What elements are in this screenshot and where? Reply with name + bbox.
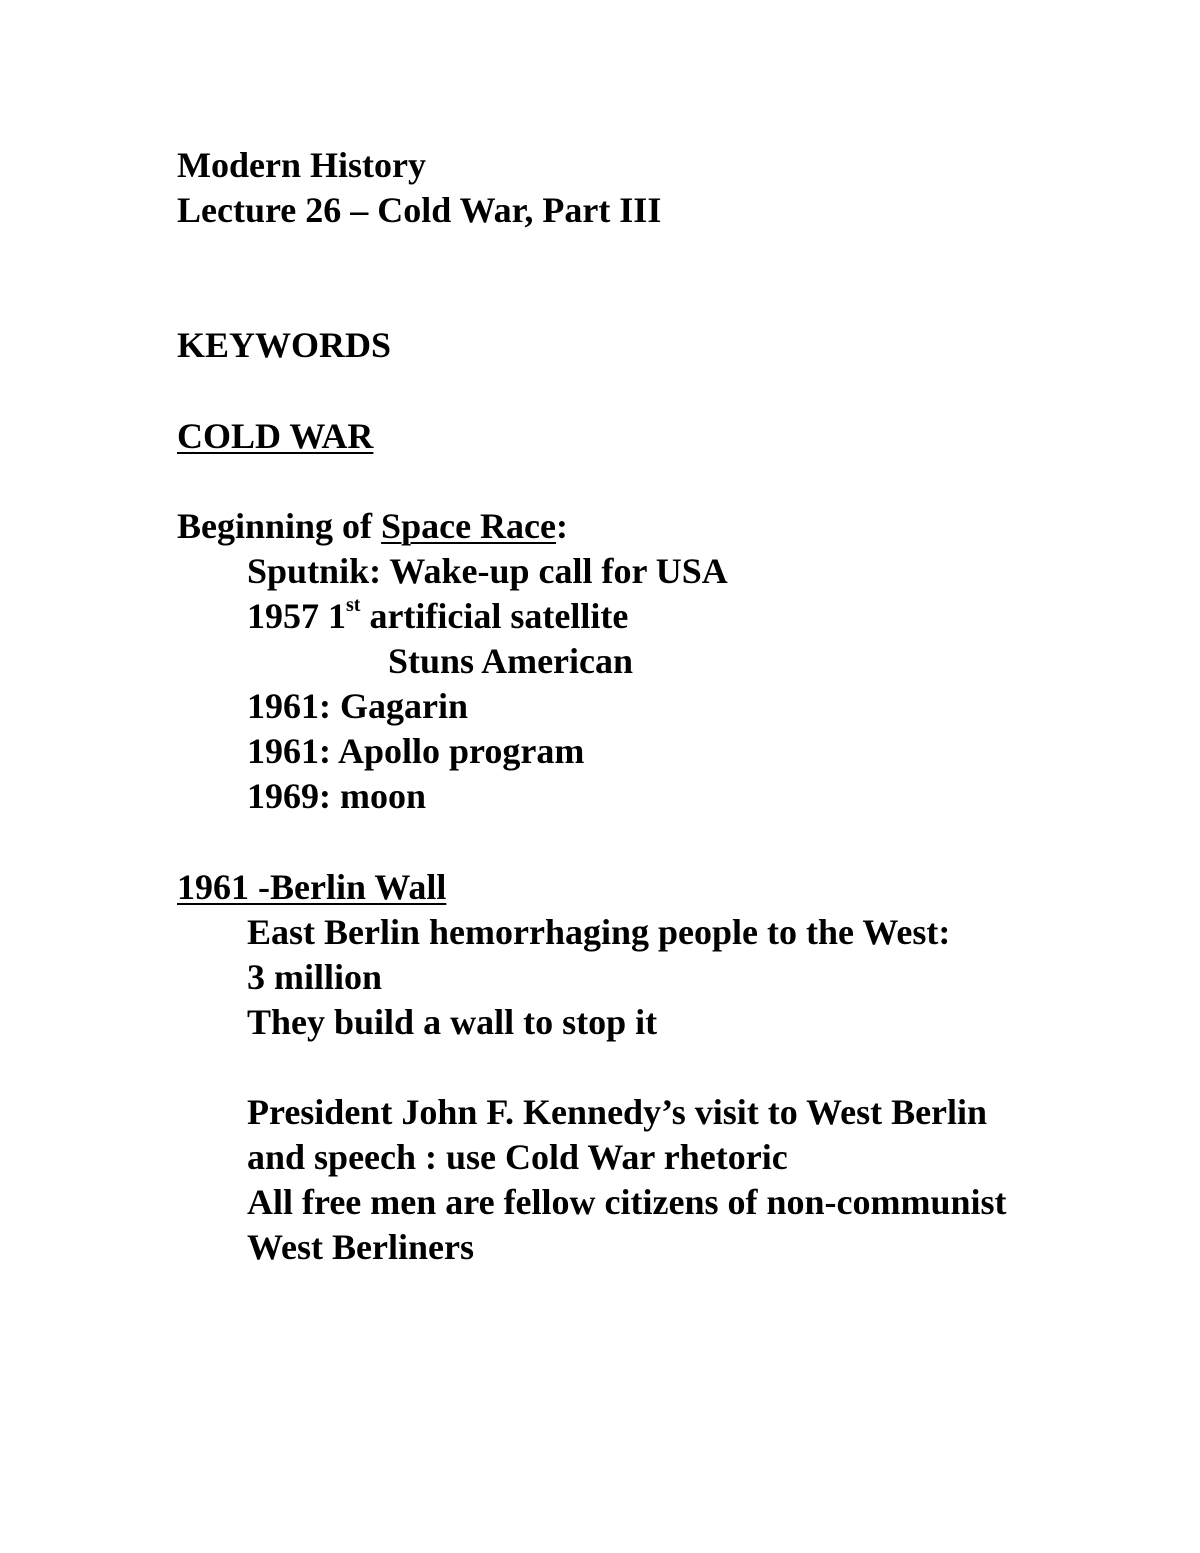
list-item: All free men are fellow citizens of non-communist [247,1182,1007,1222]
list-item: 3 million [247,957,383,997]
list-item: They build a wall to stop it [247,1002,658,1042]
space-race-prefix: Beginning of [177,506,382,546]
lecture-title: Lecture 26 – Cold War, Part III [177,190,662,230]
course-title: Modern History [177,145,426,185]
list-item-text: artificial satellite [360,596,629,636]
list-item: 1961: Apollo program [247,731,585,771]
space-race-suffix: : [556,506,569,546]
list-item: West Berliners [247,1227,474,1267]
list-item: President John F. Kennedy’s visit to West Berlin [247,1092,988,1132]
list-item: Sputnik: Wake-up call for USA [247,551,728,591]
list-item: and speech : use Cold War rhetoric [247,1137,788,1177]
list-item: 1961: Gagarin [247,686,468,726]
list-item: East Berlin hemorrhaging people to the West: [247,912,951,952]
ordinal-suffix: st [346,594,361,616]
list-item-year: 1957 1 [247,596,346,636]
list-item: Stuns American [388,641,634,681]
keywords-heading: KEYWORDS [177,325,392,365]
list-item [247,594,628,639]
section-heading: COLD WAR [177,416,374,456]
space-race-term: Space Race [381,506,557,546]
space-race-heading [177,504,568,549]
list-item: 1969: moon [247,776,426,816]
berlin-wall-heading: 1961 -Berlin Wall [177,867,447,907]
